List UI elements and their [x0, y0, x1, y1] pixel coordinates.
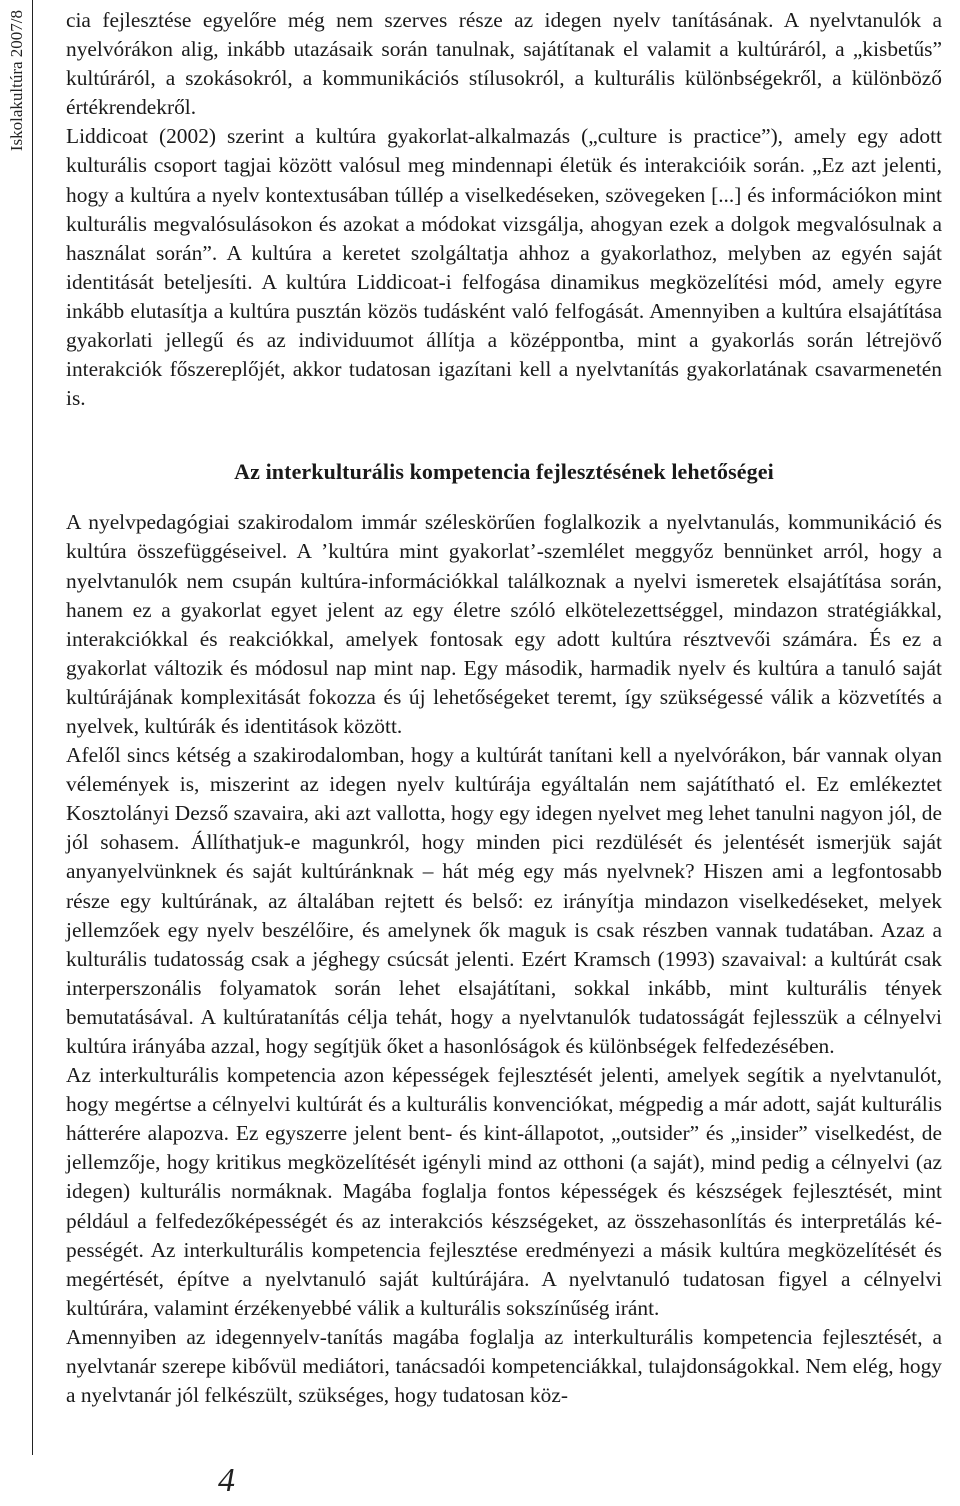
- side-margin-strip: [0, 0, 33, 1455]
- page-number: 4: [218, 1462, 235, 1499]
- journal-issue-label: Iskolakultúra 2007/8: [7, 10, 26, 152]
- paragraph-intercultural-3: [66, 1061, 942, 1323]
- paragraph-intro-continuation: cia fejlesztése egyelőre még nem szerves része az idegen nyelv tanításának. A nyelvtanulók a nyelvórákon alig, inkább utazásaik során tanulnak, sajátítanak el valamit a kultúráról, a „kisbetűs” kultúráról, a szokásokról, a kommunikációs stílusokról, a kulturális különbségekről, a különböző értékrendekről.: [66, 8, 942, 120]
- paragraph-intercultural-1: [66, 508, 942, 741]
- page-content: [66, 6, 942, 1410]
- paragraph-intercultural-4-text: Amennyiben az idegennyelv-tanítás magába foglalja az interkulturális kompetencia fejlesztését, a nyelvtanár szerepe kibővül mediátori, tanácsadói kompetenciákkal, tulajdonságokkal. Nem elég, hogy a nyelvtanár jól felkészült, szükséges, hogy tudatosan köz-: [66, 1324, 942, 1408]
- paragraph-liddicoat-text: Liddicoat (2002) szerint a kultúra gyakorlat-alkalmazás („culture is practice”), amely egy adott kulturális csoport tagjai között valósul meg mindennapi életük és interakcióik során. „Ez azt jelenti, hogy a kultúra a nyelv kontextusában túllép a viselkedéseken, szövegeken [...] és információkon mint kulturális megvalósulásokon és azokat a módokat vizsgálja, ahogyan ezek a dolgok megvalósulnak a használat során”. A kultúra a keretet szolgáltatja ahhoz a gyakorlathoz, melyben az egyén saját identitását beteljesíti. A kultúra Liddicoat-i felfogása dinamikus megközelítési mód, amely egyre inkább elutasítja a kultúra pusztán közös tudásként való felfogását. Amennyiben a kultúra elsajátítása gyakorlati jellegű és az individuumot állítja a középpontba, mint a gyakorlás során létrejövő interakciók főszereplőjét, akkor tudatosan igazítani kell a nyelvtanítás gyakorlatának csavarmenetén is.: [66, 124, 942, 411]
- paragraph-intercultural-1-text: A nyelvpedagógiai szakirodalom immár széleskörűen foglalkozik a nyelvtanulás, kommunikáció és kultúra összefüggéseivel. A ’kultúra mint gyakorlat’-szemlélet meggyőz bennünket arról, hogy a nyelvtanulók nem csupán kultúra-információkkal találkoznak a nyelvi ismeretek elsajátítása során, hanem ez a gyakorlat egyet jelent az egy életre szóló elkötelezettséggel, mindazon stratégiákkal, interakciókkal és reakciókkal, amelyek fontosak egy adott kultúra résztvevői számára. És ez a gyakorlat változik és módosul nap mint nap. Egy második, harmadik nyelv és kultúra a tanuló saját kultúrájának komplexitását fokozza és új lehetőségeket teremt, így szükségessé válik a közvetítés a nyelvek, kultúrák és identitások között.: [66, 510, 942, 738]
- paragraph-intercultural-4: [66, 1323, 942, 1410]
- paragraph-intercultural-3-text: Az interkulturális kompetencia azon képességek fejlesztését jelenti, amelyek segítik a nyelvtanulót, hogy megértse a célnyelvi kultúrát és a kulturális konvenciókat, mégpedig a már adott, saját kulturális hátterére alapozva. Ez egyszerre jelent bent- és kint-állapotot, „outsider” és „insider” viselkedést, de jellemzője, hogy kritikus megközelítését igényli mind az otthoni (a saját), mind pedig a célnyelvi (az idegen) kulturális normáknak. Magába foglalja fontos képességek és készségek fejlesztését, mint például a felfedezőképességét és az interakciós készségeket, az összehasonlítás és interpretálás képességét. Az interkulturális kompetencia fejlesztése eredményezi a másik kultúra megközelítését és megértését, építve a nyelvtanuló saját kultúrájára. A nyelvtanuló tudatosan figyel a célnyelvi kultúrára, valamint érzékenyebbé válik a kulturális sokszínűség iránt.: [66, 1063, 942, 1320]
- paragraph-intercultural-2-text: Afelől sincs kétség a szakirodalomban, hogy a kultúrát tanítani kell a nyelvórákon, bár vannak olyan vélemények is, miszerint az idegen nyelv kultúrája egyáltalán nem sajátítható el. Ez emlékeztet Kosztolányi Dezső szavaira, aki azt vallotta, hogy egy idegen nyelvet meg lehet tanulni nagyon jól, de jól sohasem. Állíthatjuk-e magunkról, hogy minden pici rezdülését és jelentését ismerjük saját anyanyelvünknek és saját kultúránknak – hát még egy más nyelvnek? Hiszen ami a legfontosabb része egy kultúrának, az általában rejtett és belső: ez irányítja mindazon viselkedéseket, melyek jellemzőek egy nyelv beszélőire, és amelynek ők maguk is csak részben vannak tudatában. Azaz a kulturális tudatosság csak a jéghegy csúcsát jelenti. Ezért Kramsch (1993) szavaival: a kultúrát csak interperszonális folyamatok során lehet elsajátítani, sokkal inkább, mint kulturális tények bemutatásával. A kultúratanítás célja tehát, hogy a nyelvtanulók tudatosságát fejlesszük a célnyelvi kultúra irányába azzal, hogy segítjük őket a hasonlóságok és különbségek felfedezésében.: [66, 743, 942, 1058]
- paragraph-liddicoat: [66, 122, 942, 413]
- paragraph-intercultural-2: [66, 741, 942, 1061]
- section-heading: Az interkulturális kompetencia fejlesztésének lehetőségei: [234, 459, 774, 485]
